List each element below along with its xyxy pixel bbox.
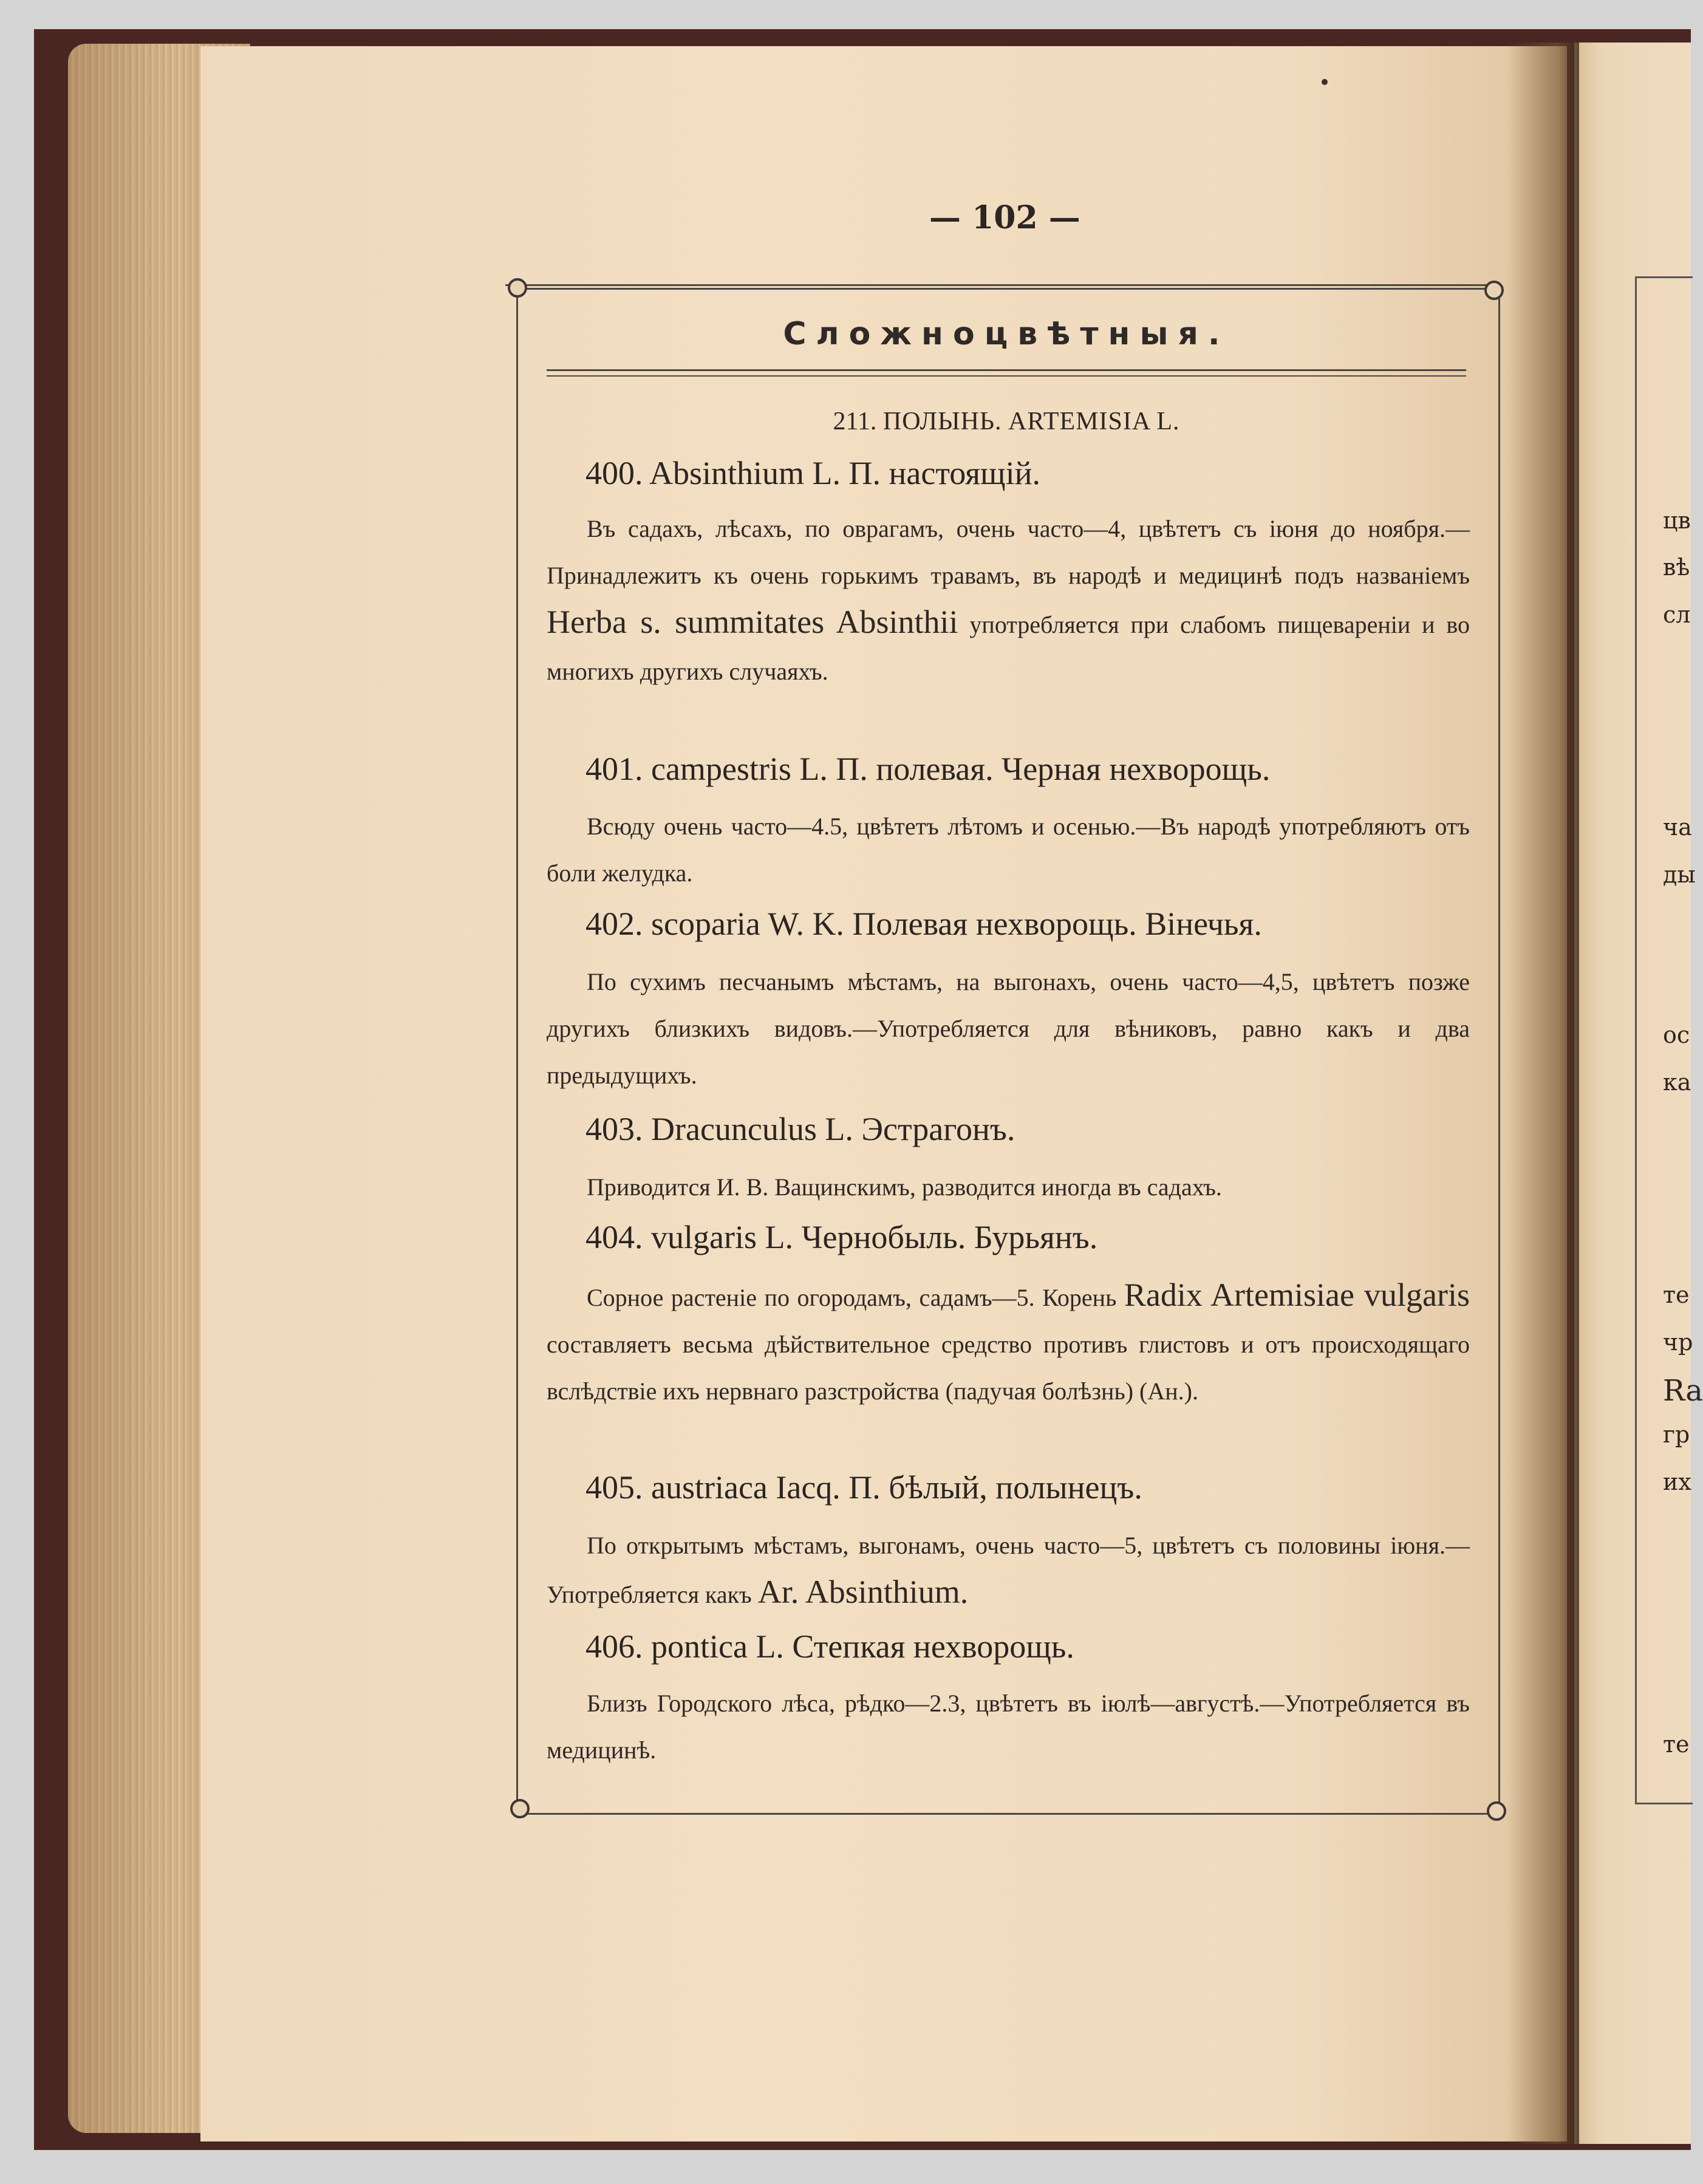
species-heading: 406. pontica L. Степкая нехворощь. xyxy=(585,1628,1074,1665)
facing-page-fragment: цв xyxy=(1663,507,1691,534)
section-title: Сложноцвѣтныя. xyxy=(783,316,1230,352)
species-heading: 405. austriaca Iacq. П. бѣлый, полынецъ. xyxy=(585,1469,1142,1506)
species-description: Сорное растеніе по огородамъ, садамъ—5. Корень Radix Artemisiae vulgaris составляетъ весьма дѣйствительное средство противъ глистовъ и отъ происходящаго вслѣдствіе ихъ нервнаго разстройства (падучая болѣзнь) (Ан.). xyxy=(547,1277,1470,1405)
facing-page-fragment: ды xyxy=(1663,861,1696,888)
facing-page-fragment: вѣ xyxy=(1663,554,1690,581)
species-heading: 400. Absinthium L. П. настоящій. xyxy=(585,455,1041,491)
facing-page-fragment: ча xyxy=(1663,814,1692,841)
species-heading: 402. scoparia W. K. Полевая нехворощь. Вінечья. xyxy=(585,906,1262,942)
ink-speck xyxy=(1322,79,1328,85)
facing-page-fragment: чр xyxy=(1663,1329,1693,1356)
species-description: Въ садахъ, лѣсахъ, по оврагамъ, очень часто—4, цвѣтетъ съ іюня до ноября.—Принадлежитъ къ очень горькимъ травамъ, въ народѣ и медицинѣ подъ названіемъ Herba s. summitates Absinthii употребляется при слабомъ пищевареніи и во многихъ другихъ случаяхъ. xyxy=(547,515,1470,685)
species-description: По открытымъ мѣстамъ, выгонамъ, очень часто—5, цвѣтетъ съ половины іюня.—Употребляется какъ Ar. Absinthium. xyxy=(547,1532,1470,1610)
frame-corner-ornament xyxy=(1484,281,1504,300)
gutter-shadow xyxy=(1506,43,1579,2144)
species-description: Близъ Городского лѣса, рѣдко—2.3, цвѣтетъ въ іюлѣ—августѣ.—Употребляется въ медицинѣ. xyxy=(547,1690,1470,1764)
facing-page-fragment: их xyxy=(1663,1469,1691,1495)
facing-page-fragment: те xyxy=(1663,1281,1690,1308)
genus-number: 211. xyxy=(833,408,877,435)
page-number: — 102 — xyxy=(929,199,1080,236)
frame-corner-ornament xyxy=(508,278,527,298)
species-heading: 403. Dracunculus L. Эстрагонъ. xyxy=(585,1111,1015,1147)
frame-corner-ornament xyxy=(510,1799,530,1818)
frame-corner-ornament xyxy=(1487,1801,1506,1821)
facing-page-fragment: сл xyxy=(1663,601,1691,628)
facing-page-fragment: Ra xyxy=(1663,1374,1703,1408)
genus-name-lat: ARTEMISIA L. xyxy=(1008,408,1180,435)
frame-top-rule xyxy=(505,284,1495,286)
species-description: Всюду очень часто—4.5, цвѣтетъ лѣтомъ и осенью.—Въ народѣ употребляютъ отъ боли желудка. xyxy=(547,813,1470,887)
facing-page-fragment: те xyxy=(1663,1731,1690,1758)
facing-page-fragment: гр xyxy=(1663,1421,1690,1448)
genus-name-ru: ПОЛЫНЬ. xyxy=(882,408,1002,435)
species-description: По сухимъ песчанымъ мѣстамъ, на выгонахъ, очень часто—4,5, цвѣтетъ позже другихъ близкихъ видовъ.—Употребляется для вѣниковъ, равно какъ и два предыдущихъ. xyxy=(547,968,1470,1089)
genus-heading xyxy=(547,407,1466,436)
species-description: Приводится И. В. Ващинскимъ, разводится иногда въ садахъ. xyxy=(587,1173,1222,1201)
title-rule xyxy=(547,375,1466,377)
title-rule xyxy=(547,369,1466,371)
species-heading: 401. campestris L. П. полевая. Черная нехворощь. xyxy=(585,751,1271,787)
species-heading: 404. vulgaris L. Чернобыль. Бурьянъ. xyxy=(585,1219,1098,1255)
facing-page-fragment: ка xyxy=(1663,1069,1691,1096)
facing-page-fragment: ос xyxy=(1663,1022,1690,1048)
